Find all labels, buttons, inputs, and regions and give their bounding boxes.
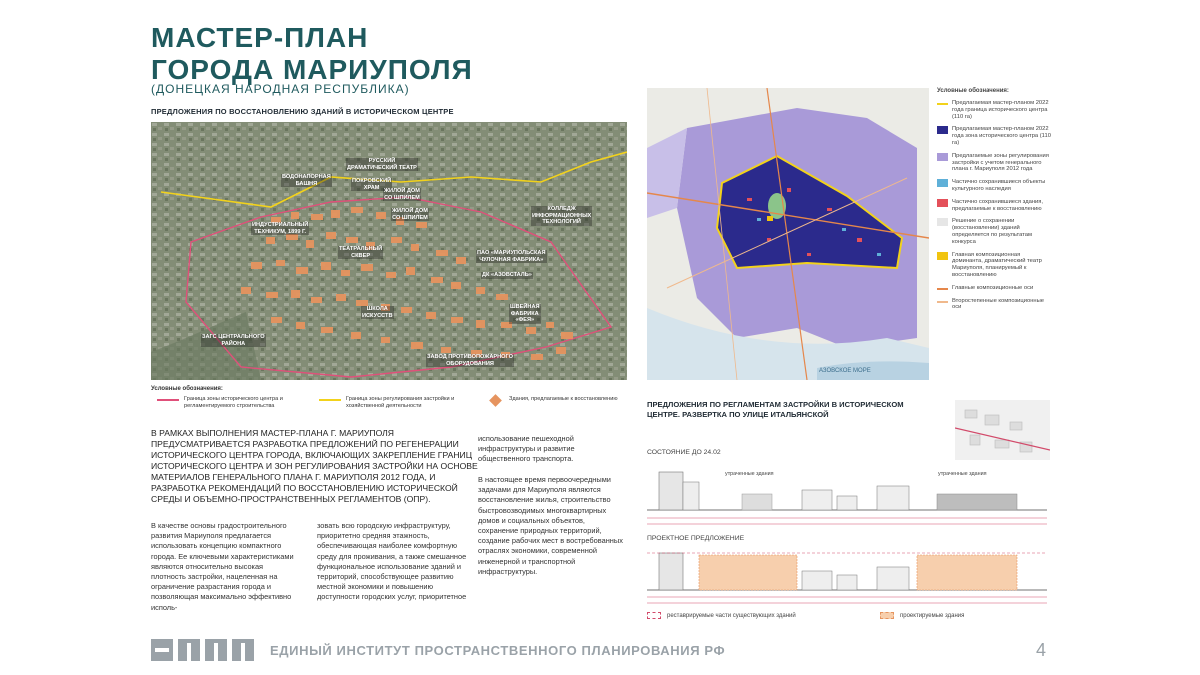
title-line-2: ГОРОДА МАРИУПОЛЯ xyxy=(151,54,473,85)
callout-square: ТЕАТРАЛЬНЫЙ СКВЕР xyxy=(339,246,383,259)
page-number: 4 xyxy=(1036,640,1047,660)
legend-right-item xyxy=(937,218,1052,245)
legend-right-item xyxy=(937,298,1052,312)
callout-dk: ДК «АЗОВСТАЛЬ» xyxy=(482,272,532,278)
legend-bottom-2-label: проектируемые здания xyxy=(900,612,965,619)
restored-swatch xyxy=(647,612,661,619)
institute-logo xyxy=(151,639,255,661)
legend-right-item-label: Второстепенные композиционные оси xyxy=(952,297,1044,311)
lead-paragraph: В РАМКАХ ВЫПОЛНЕНИЯ МАСТЕР-ПЛАНА Г. МАРИУПОЛЯ ПРЕДУСМАТРИВАЕТСЯ РАЗРАБОТКА ПРЕДЛОЖЕНИЙ ПО РЕГЕНЕРАЦИИ ИСТОРИЧЕСКОГО ЦЕНТРА ГОРОДА, ВКЛЮЧАЮЩИХ ЗАКРЕПЛЕНИЕ ГРАНИЦ ИСТОРИЧЕСКОГО ЦЕНТРА И ЗОН РЕГУЛИРОВАНИЯ ЗАСТРОЙКИ НА ОСНОВЕ МАТЕРИАЛОВ ГЕНЕРАЛЬНОГО ПЛАНА Г. МАРИУПОЛЯ 2012 ГОДА, И РАЗРАБОТКА РЕКОМЕНДАЦИЙ ПО ВОССТАНОВЛЕНИЮ ИСТОРИЧЕСКОЙ СРЕДЫ И ОБЪЕМНО-ПРОСТРАНСТВЕННЫХ РЕГЛАМЕНТОВ (ОПР). xyxy=(151,428,478,504)
page-subtitle: (ДОНЕЦКАЯ НАРОДНАЯ РЕСПУБЛИКА) xyxy=(151,82,410,96)
legend-left-item-3 xyxy=(487,396,637,405)
callout-college: КОЛЛЕДЖ ИНФОРМАЦИОННЫХ ТЕХНОЛОГИЙ xyxy=(532,206,592,226)
street-thumbnail xyxy=(955,400,1050,460)
callout-tech: ИНДУСТРИАЛЬНЫЙ ТЕХНИКУМ, 1899 Г. xyxy=(252,222,309,235)
legend-right-item xyxy=(937,199,1052,213)
legend-right-item-label: Предлагаемые зоны регулирования застройки с учетом генерального плана г. Мариуполя 2012 года xyxy=(952,152,1049,173)
legend-right-item xyxy=(937,126,1052,146)
legend-right-swatch xyxy=(937,126,948,134)
body-column-3b: В настоящее время первоочередными задачами для Мариуполя являются восстановление жилья, строительство быстровозводимых многоквартирных домов и социальных объектов, сохранение природных территорий, создание рабочих мест в востребованных отраслях экономики, современной инженерной и транспортной инфраструктуры. xyxy=(478,475,623,576)
callout-factory: ПАО «МАРИУПОЛЬСКАЯ ЧУЛОЧНАЯ ФАБРИКА» xyxy=(477,250,546,263)
legend-right-swatch xyxy=(937,153,948,161)
project-label: ПРОЕКТНОЕ ПРЕДЛОЖЕНИЕ xyxy=(647,535,745,542)
legend-right-item-label: Решение о сохранении (восстановлении) зданий определяется по результатам конкурса xyxy=(952,218,1032,245)
legend-right-item-label: Главные композиционные оси xyxy=(952,284,1034,291)
lost-buildings-label-1: утраченные здания xyxy=(725,471,774,477)
callout-water-tower: ВОДОНАПОРНАЯ БАШНЯ xyxy=(282,174,331,187)
legend-right-item-label: Предлагаемая мастер-планом 2022 года зона исторического центра (110 га) xyxy=(952,126,1051,146)
section-heading-right: ПРЕДЛОЖЕНИЯ ПО РЕГЛАМЕНТАМ ЗАСТРОЙКИ В ИСТОРИЧЕСКОМ ЦЕНТРЕ. РАЗВЕРТКА ПО УЛИЦЕ ИТАЛЬЯНСКОЙ xyxy=(647,400,904,419)
lost-buildings-label-2: утраченные здания xyxy=(938,471,987,477)
footer-institute-name: ЕДИНЫЙ ИНСТИТУТ ПРОСТРАНСТВЕННОГО ПЛАНИРОВАНИЯ РФ xyxy=(270,643,726,658)
legend-left xyxy=(151,386,631,409)
legend-bottom-1-label: реставрируемые части существующих зданий xyxy=(667,612,796,619)
state-label: СОСТОЯНИЕ ДО 24.02 xyxy=(647,449,721,456)
callout-house-2: ЖИЛОЙ ДОМ СО ШПИЛЕМ xyxy=(392,208,428,221)
section-heading-left: ПРЕДЛОЖЕНИЯ ПО ВОССТАНОВЛЕНИЮ ЗДАНИЙ В ИСТОРИЧЕСКОМ ЦЕНТРЕ xyxy=(151,107,454,116)
designed-swatch xyxy=(880,612,894,619)
legend-left-item-2 xyxy=(319,396,469,410)
legend-bottom-1 xyxy=(647,612,796,619)
legend-right-item xyxy=(937,252,1052,279)
legend-left-item-3-label: Здания, предлагаемые к восстановлению xyxy=(509,396,618,402)
legend-right-item-label: Частично сохранившиеся здания, предлагаемые к восстановлению xyxy=(952,198,1044,212)
legend-right-item-label: Главная композиционная доминанта, драматический театр Мариуполя, планируемый к восстановлению xyxy=(952,251,1042,278)
legend-left-item-1 xyxy=(157,396,307,410)
legend-right-title: Условные обозначения: xyxy=(937,88,1009,94)
elevation-project xyxy=(647,545,1047,610)
body-column-1: В качестве основы градостроительного развития Мариуполя предлагается использовать концепцию компактного города. Ее ключевыми характеристиками являются относительно высокая плотность застройки, нацеленная на ограничение разрастания города и позволяющая максимально эффективно исполь- xyxy=(151,521,294,612)
legend-right-item-label: Предлагаемая мастер-планом 2022 года граница исторического центра (110 га) xyxy=(952,100,1049,120)
building-swatch xyxy=(489,394,502,407)
legend-right-swatch xyxy=(937,218,948,226)
legend-right-swatch xyxy=(937,288,948,290)
aerial-map xyxy=(151,122,627,380)
legend-right-item xyxy=(937,100,1052,120)
callout-theatre: РУССКИЙ ДРАМАТИЧЕСКИЙ ТЕАТР xyxy=(347,158,417,171)
legend-right-swatch xyxy=(937,179,948,187)
callout-church: ПОКРОВСКИЙ ХРАМ xyxy=(352,178,392,191)
zoning-map-graphic xyxy=(647,88,929,380)
pink-line-swatch xyxy=(157,399,179,401)
zoning-map xyxy=(647,88,929,380)
legend-right-swatch xyxy=(937,301,948,303)
legend-right-item xyxy=(937,285,1052,292)
legend-right-swatch xyxy=(937,103,948,105)
callout-zags: ЗАГС ЦЕНТРАЛЬНОГО РАЙОНА xyxy=(202,334,265,347)
callout-house-1: ЖИЛОЙ ДОМ СО ШПИЛЕМ xyxy=(384,188,420,201)
callout-sewing: ШВЕЙНАЯ ФАБРИКА «ФЕЯ» xyxy=(510,304,540,324)
callout-plant: ЗАВОД ПРОТИВОПОЖАРНОГО ОБОРУДОВАНИЯ xyxy=(427,354,513,367)
legend-right-item-label: Частично сохранившиеся объекты культурного наследия xyxy=(952,179,1046,192)
legend-left-title: Условные обозначения: xyxy=(151,386,223,392)
legend-right-item xyxy=(937,179,1052,193)
legend-right-items xyxy=(937,100,1052,311)
elevation-before xyxy=(647,462,1047,532)
yellow-line-swatch xyxy=(319,399,341,401)
legend-left-item-1-label: Граница зоны исторического центра и регламентируемого строительства xyxy=(184,396,283,409)
title-line-1: МАСТЕР-ПЛАН xyxy=(151,22,369,53)
legend-right xyxy=(937,88,1052,317)
legend-bottom-2 xyxy=(880,612,964,619)
map-label-sea: АЗОВСКОЕ МОРЕ xyxy=(819,368,871,374)
page-title xyxy=(151,22,473,86)
body-column-2: зовать всю городскую инфраструктуру, приоритетно средняя этажность, обеспечивающая наиболее комфортную среду для проживания, а также смешанное функциональное использование зданий и территорий, способствующее развитию местной экономики и повышению доступности городских услуг, приоритетное xyxy=(317,521,467,602)
legend-right-item xyxy=(937,153,1052,173)
legend-right-swatch xyxy=(937,199,948,207)
body-column-3a: использование пешеходной инфраструктуры и развитие общественного транспорта. xyxy=(478,434,575,464)
callout-school: ШКОЛА ИСКУССТВ xyxy=(362,306,393,319)
legend-right-swatch xyxy=(937,252,948,260)
legend-left-item-2-label: Граница зоны регулирования застройки и хозяйственной деятельности xyxy=(346,396,455,409)
